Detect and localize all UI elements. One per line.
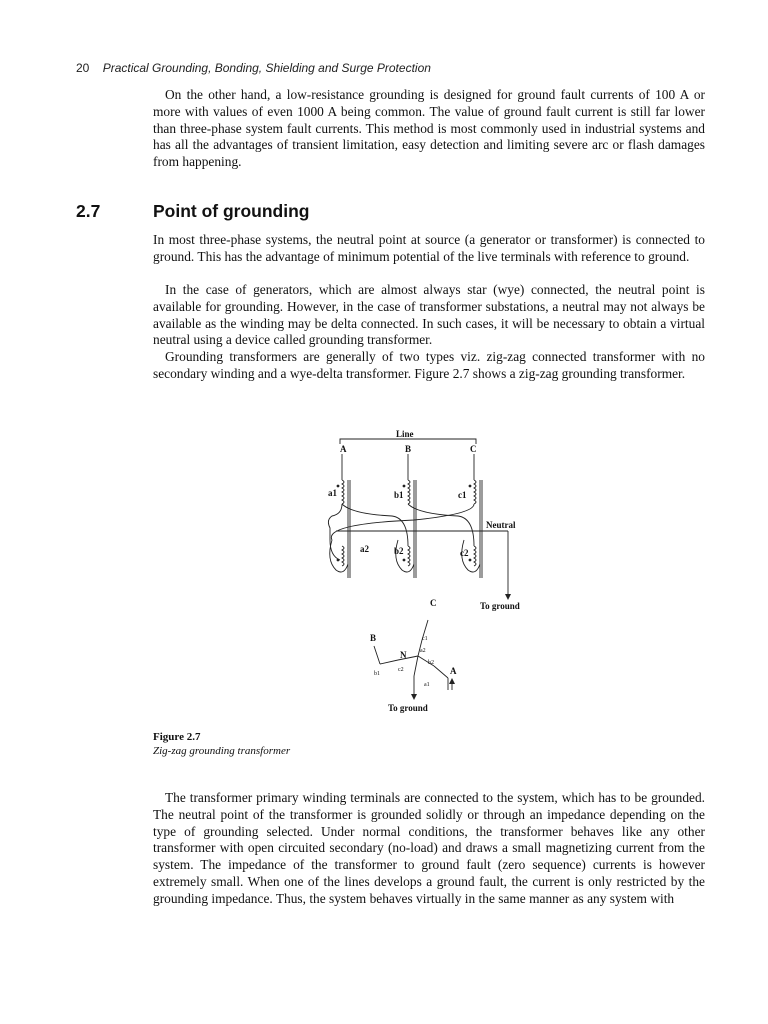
small-label-c2: c2 — [398, 667, 404, 673]
label-to-ground-bottom: To ground — [388, 703, 428, 713]
label-n: N — [400, 650, 407, 660]
label-phase-c-top: C — [470, 444, 477, 454]
label-phase-b-bottom: B — [370, 633, 377, 643]
small-label-a2: a2 — [420, 648, 426, 654]
section-paragraph-2: In the case of generators, which are almost always star (wye) connected, the neutral point is available for grounding. However, in the case of transformer substations, a neutral may not always be available as the winding may be delta connected. In such cases, it will be necessary to obtain a virtual neutral using a device called grounding transformer. — [153, 282, 705, 348]
figure-caption-label: Figure 2.7 — [153, 731, 201, 743]
intro-paragraph: On the other hand, a low-resistance grounding is designed for ground fault currents of 100 A or more with values of even 1000 A being common. The value of ground fault current is still far lower than three-phase system fault currents. This method is most commonly used in industrial systems and has all the advantages of transient limitation, easy detection and limiting severe arc or flash damages from happening. — [153, 87, 705, 170]
running-head — [76, 61, 431, 75]
section-number: 2.7 — [76, 201, 101, 221]
label-a1: a1 — [328, 488, 337, 498]
label-phase-b-top: B — [405, 444, 412, 454]
label-b2: b2 — [394, 546, 404, 556]
label-neutral: Neutral — [486, 520, 516, 530]
section-title: Point of grounding — [153, 201, 310, 221]
label-b1: b1 — [394, 490, 404, 500]
small-label-b1: b1 — [374, 671, 380, 677]
figure-caption-text: Zig-zag grounding transformer — [153, 745, 291, 757]
label-phase-a-bottom: A — [450, 666, 457, 676]
zigzag-diagram — [324, 428, 532, 713]
label-c2: c2 — [460, 548, 469, 558]
page-number: 20 — [76, 61, 90, 75]
section-paragraph-3: Grounding transformers are generally of two types viz. zig-zag connected transformer with no secondary winding and a wye-delta transformer. Figure 2.7 shows a zig-zag grounding transformer. — [153, 349, 705, 381]
closing-paragraph: The transformer primary winding terminals are connected to the system, which has to be grounded. The neutral point of the transformer is grounded solidly or through an impedance depending on the type of grounding selected. Under normal conditions, the transformer behaves like any other transformer with open circuited secondary (no-load) and draws a small magnetizing current from the system. The impedance of the transformer to ground fault (zero sequence) currents is however extremely small. When one of the lines develops a ground fault, the current is only restricted by the grounding impedance. Thus, the system behaves virtually in the same manner as any system with — [153, 790, 705, 906]
book-title: Practical Grounding, Bonding, Shielding and Surge Protection — [102, 61, 431, 75]
small-label-a1: a1 — [424, 682, 430, 688]
label-to-ground-top: To ground — [480, 601, 520, 611]
label-line: Line — [396, 429, 414, 439]
small-label-c1: c1 — [422, 636, 428, 642]
zigzag-transformer-figure — [324, 428, 532, 713]
small-label-b2: b2 — [428, 660, 434, 666]
label-c1: c1 — [458, 490, 467, 500]
label-phase-c-bottom: C — [430, 598, 437, 608]
section-paragraph-1: In most three-phase systems, the neutral point at source (a generator or transformer) is connected to ground. This has the advantage of minimum potential of the live terminals with reference to ground. — [153, 232, 705, 264]
label-phase-a-top: A — [340, 444, 347, 454]
label-a2: a2 — [360, 544, 369, 554]
